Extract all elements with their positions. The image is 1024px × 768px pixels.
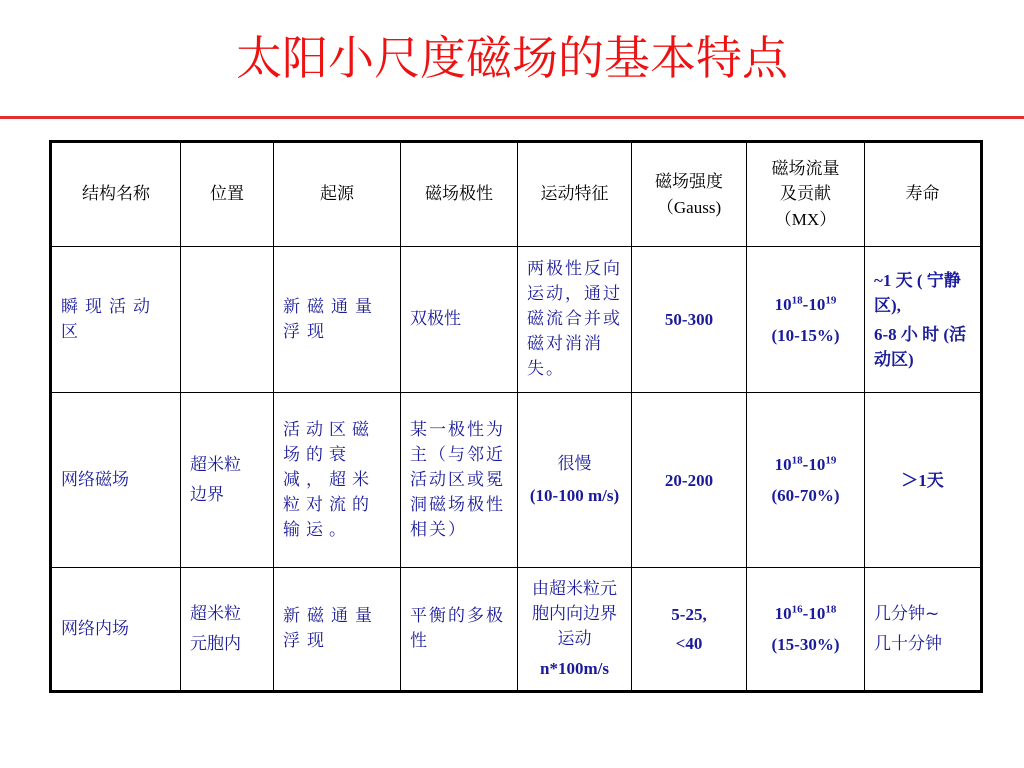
header-cell [632, 142, 747, 247]
lifetime-active: 6-8 小 时 (活动区) [874, 324, 967, 369]
row-lifetime: ＞1天 [865, 393, 982, 568]
row-strength [632, 568, 747, 692]
row-name: 瞬现活动区 [51, 247, 181, 393]
table-row [51, 247, 982, 393]
row-position [181, 247, 274, 393]
title-divider [0, 116, 1024, 119]
motion-speed: (10-100 m/s) [529, 486, 620, 505]
row-name: 网络磁场 [51, 393, 181, 568]
header-cell: 起源 [274, 142, 401, 247]
header-cell: 磁场极性 [401, 142, 518, 247]
row-motion [518, 393, 632, 568]
flux-contribution: (60-70%) [771, 486, 840, 505]
position-line: 超米粒 [190, 455, 241, 475]
position-line: 元胞内 [190, 634, 241, 654]
row-position [181, 568, 274, 692]
header-text: 磁场强度 [655, 171, 723, 192]
lifetime-line: 几十分钟 [874, 634, 942, 654]
header-row [51, 142, 982, 247]
flux-range: $10^{18}-10^{19}$ [774, 454, 837, 474]
row-lifetime [865, 247, 982, 393]
table-row [51, 568, 982, 692]
page-title: 太阳小尺度磁场的基本特点 [236, 31, 788, 85]
row-origin: 新磁通量浮现 [274, 568, 401, 692]
flux-range: $10^{18}-10^{19}$ [774, 293, 837, 314]
header-text: 及贡献 [780, 184, 831, 204]
header-unit: （MX） [774, 210, 837, 229]
row-polarity: 平衡的多极性 [401, 568, 518, 692]
lifetime-quiet: ~1 天 ( 宁静区), [874, 270, 961, 315]
flux-range: $10^{16}-10^{18}$ [774, 603, 837, 623]
row-flux [747, 393, 865, 568]
row-motion: 两极性反向运动，通过磁流合并或磁对消消失。 [518, 247, 632, 393]
row-origin: 新磁通量浮现 [274, 247, 401, 393]
lifetime-line: 几分钟~ [874, 604, 940, 624]
table-row [51, 393, 982, 568]
header-cell: 位置 [181, 142, 274, 247]
row-polarity: 某一极性为主（与邻近活动区或冕洞磁场极性相关） [401, 393, 518, 568]
row-polarity: 双极性 [401, 247, 518, 393]
characteristics-table [49, 140, 983, 693]
header-cell: 结构名称 [51, 142, 181, 247]
header-cell: 寿命 [865, 142, 982, 247]
row-lifetime [865, 568, 982, 692]
row-motion [518, 568, 632, 692]
header-cell: 运动特征 [518, 142, 632, 247]
flux-contribution: (10-15%) [771, 325, 840, 345]
motion-text: 由超米粒元胞内向边界运动 [532, 579, 617, 649]
row-name: 网络内场 [51, 568, 181, 692]
header-unit: （Gauss) [656, 197, 722, 217]
position-line: 边界 [190, 485, 224, 505]
row-strength: 20-200 [632, 393, 747, 568]
motion-text: 很慢 [557, 454, 592, 474]
header-text: 磁场流量 [771, 159, 840, 179]
row-origin: 活动区磁场的衰减，超米粒对流的输运。 [274, 393, 401, 568]
row-flux [747, 568, 865, 692]
motion-speed: n*100m/s [540, 659, 609, 678]
strength-line: 5-25, [671, 605, 707, 624]
header-cell [747, 142, 865, 247]
flux-contribution: (15-30%) [771, 635, 840, 654]
row-position [181, 393, 274, 568]
row-strength: 50-300 [632, 247, 747, 393]
position-line: 超米粒 [190, 604, 241, 624]
strength-line: <40 [675, 634, 703, 653]
row-flux [747, 247, 865, 393]
